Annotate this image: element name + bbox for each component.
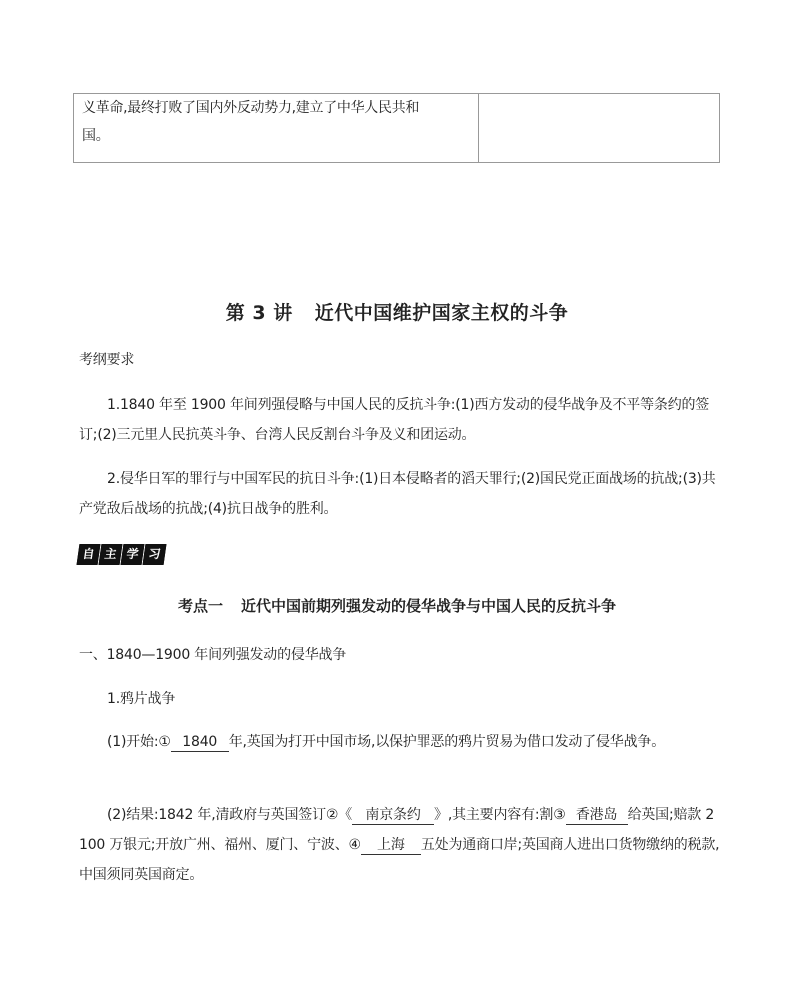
table-cell-left xyxy=(74,94,479,163)
answer-blank-1: 1840 xyxy=(171,733,229,752)
stamp-char-2: 主 xyxy=(99,544,123,565)
result-prefix: (2)结果:1842 年,清政府与英国签订②《 xyxy=(107,807,353,823)
point-label: 考点一 xyxy=(177,597,223,615)
table-cell-right xyxy=(479,94,720,163)
lecture-title-text: 近代中国维护国家主权的斗争 xyxy=(314,302,569,324)
opium-war-result xyxy=(79,800,724,890)
start-prefix: (1)开始:① xyxy=(107,734,171,750)
answer-blank-2: 南京条约 xyxy=(352,806,434,825)
table-cell-text xyxy=(74,94,478,150)
answer-blank-3: 香港岛 xyxy=(566,806,628,825)
subsection-heading: 一、1840—1900 年间列强发动的侵华战争 xyxy=(79,647,347,663)
result-suffix: 五处为通商口岸;英国商人进出口货物缴纳的税款,中国须同英国商定。 xyxy=(79,837,720,883)
result-mid-1: 》,其主要内容有:割③ xyxy=(434,807,566,823)
stamp-char-3: 学 xyxy=(121,544,145,565)
syllabus-heading: 考纲要求 xyxy=(79,352,135,368)
point-title: 近代中国前期列强发动的侵华战争与中国人民的反抗斗争 xyxy=(241,597,617,615)
syllabus-item-2: 2.侵华日军的罪行与中国军民的抗日斗争:(1)日本侵略者的滔天罪行;(2)国民党正面战场的抗战;(3)共产党敌后战场的抗战;(4)抗日战争的胜利。 xyxy=(79,471,716,517)
summary-table xyxy=(73,93,720,163)
opium-war-heading: 1.鸦片战争 xyxy=(107,691,176,707)
self-study-stamp xyxy=(78,544,166,564)
start-suffix: 年,英国为打开中国市场,以保护罪恶的鸦片贸易为借口发动了侵华战争。 xyxy=(228,734,666,750)
answer-blank-4: 上海 xyxy=(361,836,421,855)
lecture-title xyxy=(0,298,794,325)
opium-war-start xyxy=(79,727,724,757)
lecture-number: 第 3 讲 xyxy=(225,302,293,324)
table-line-2: 国。 xyxy=(82,128,110,144)
stamp-char-4: 习 xyxy=(143,544,167,565)
table-line-1: 义革命,最终打败了国内外反动势力,建立了中华人民共和 xyxy=(82,100,420,116)
result-mid-2: 给英国;赔款 2 100 万银元;开放广州、福州、厦门、宁波、④ xyxy=(79,807,715,853)
stamp-char-1: 自 xyxy=(77,544,101,565)
syllabus-item-1: 1.1840 年至 1900 年间列强侵略与中国人民的反抗斗争:(1)西方发动的侵华战争及不平等条约的签订;(2)三元里人民抗英斗争、台湾人民反割台斗争及义和团运动。 xyxy=(79,397,710,443)
point-heading xyxy=(0,595,794,616)
